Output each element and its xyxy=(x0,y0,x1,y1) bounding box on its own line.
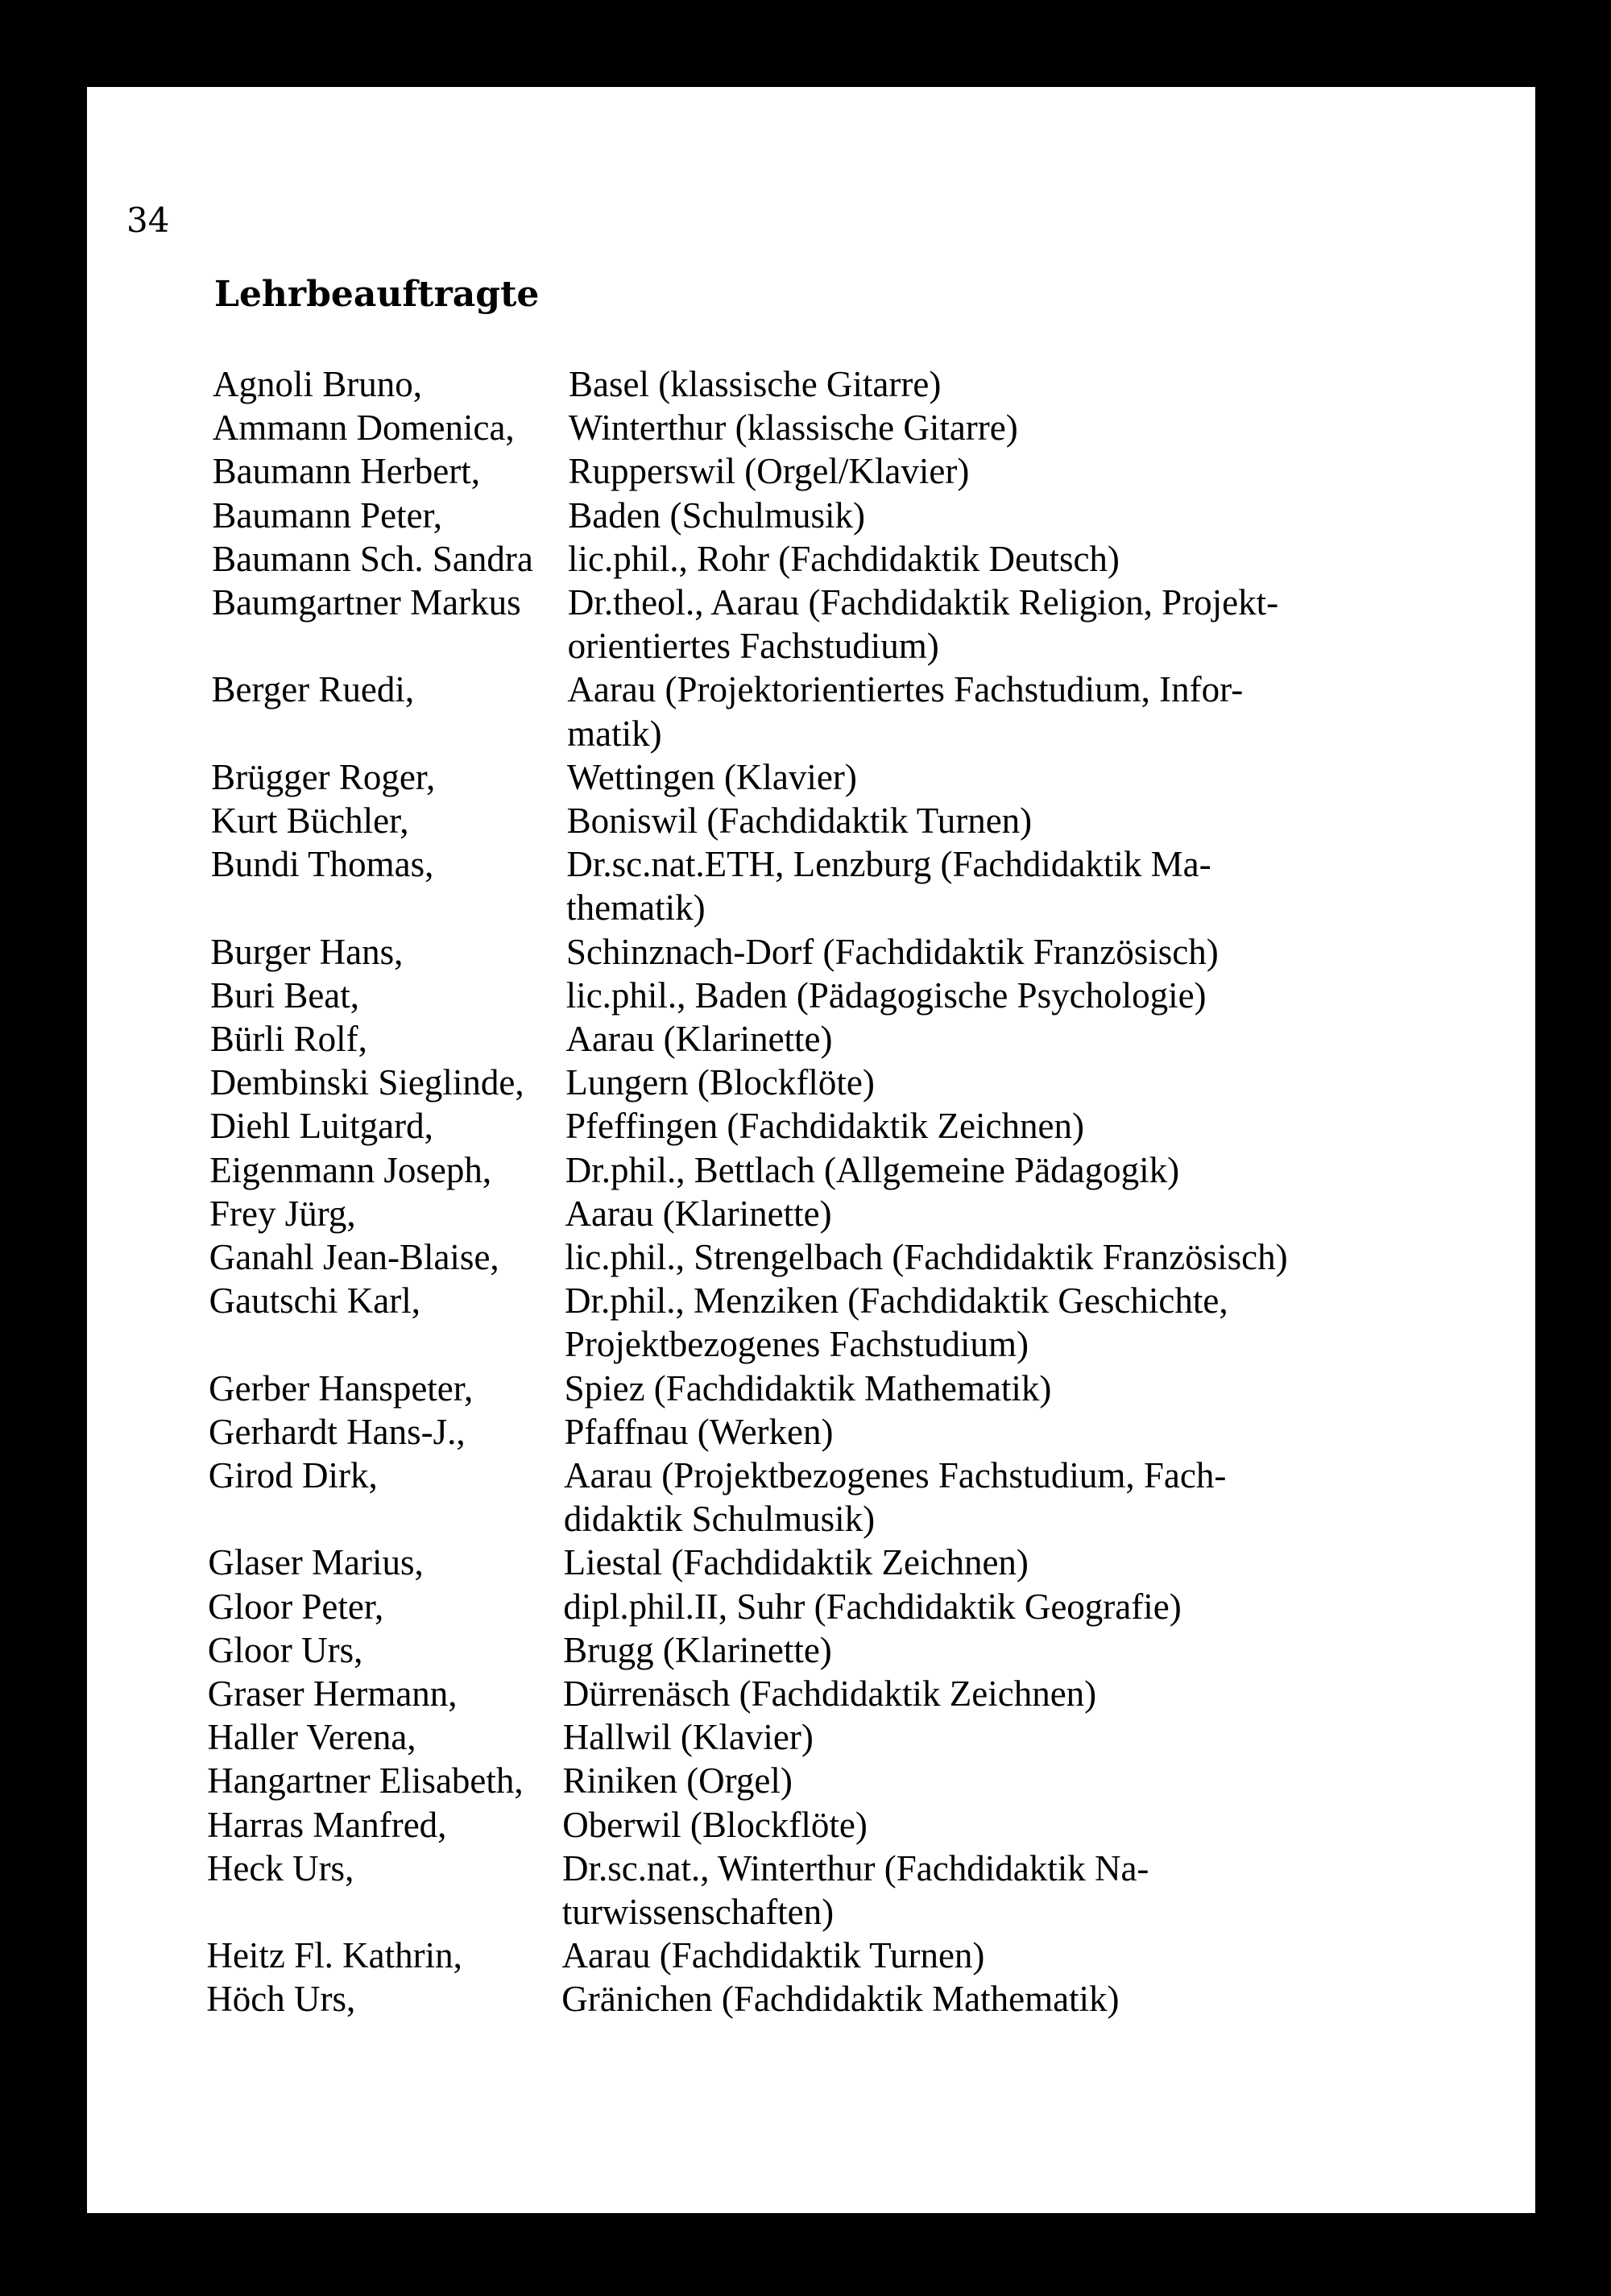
lecturer-name: Girod Dirk, xyxy=(208,1455,378,1496)
lecturer-name: Gautschi Karl, xyxy=(209,1280,421,1322)
lecturer-details: Liestal (Fachdidaktik Zeichnen) xyxy=(563,1542,1029,1583)
lecturer-details-continued: turwissenschaften) xyxy=(561,1892,834,1932)
lecturer-details: Wettingen (Klavier) xyxy=(566,756,857,797)
lecturer-name: Haller Verena, xyxy=(207,1717,416,1758)
page-title: Lehrbeauftragte xyxy=(214,274,540,315)
lecturer-name: Heitz Fl. Kathrin, xyxy=(206,1935,462,1976)
lecturer-details: Pfeffingen (Fachdidaktik Zeichnen) xyxy=(565,1106,1084,1147)
lecturer-name: Berger Ruedi, xyxy=(211,669,415,710)
lecturer-name: Bürli Rolf, xyxy=(209,1019,367,1059)
lecturer-name: Dembinski Sieglinde, xyxy=(209,1062,524,1103)
lecturer-details: Aarau (Projektbezogenes Fachstudium, Fach- xyxy=(564,1455,1227,1496)
lecturer-name: Ammann Domenica, xyxy=(212,407,515,449)
lecturer-name: Buri Beat, xyxy=(210,974,360,1016)
lecturer-details: dipl.phil.II, Suhr (Fachdidaktik Geografie) xyxy=(563,1586,1182,1627)
lecturer-details: Pfaffnau (Werken) xyxy=(564,1411,834,1452)
lecturer-details-continued: Projektbezogenes Fachstudium) xyxy=(564,1324,1029,1365)
lecturer-details: Dr.sc.nat.ETH, Lenzburg (Fachdidaktik Ma- xyxy=(566,844,1211,885)
lecturer-details: Dr.phil., Menziken (Fachdidaktik Geschichte, xyxy=(565,1280,1228,1322)
lecturer-details: Aarau (Fachdidaktik Turnen) xyxy=(561,1935,985,1976)
lecturer-name: Heck Urs, xyxy=(206,1847,354,1889)
lecturer-details: Brugg (Klarinette) xyxy=(563,1629,832,1670)
lecturer-details-continued: orientiertes Fachstudium) xyxy=(567,626,939,667)
lecturer-details: Spiez (Fachdidaktik Mathematik) xyxy=(564,1367,1052,1409)
lecturer-name: Graser Hermann, xyxy=(207,1673,458,1714)
lecturer-details: Gränichen (Fachdidaktik Mathematik) xyxy=(561,1979,1120,2020)
lecturer-name: Bundi Thomas, xyxy=(210,844,434,885)
lecturer-name: Harras Manfred, xyxy=(207,1804,447,1845)
lecturer-details: Basel (klassische Gitarre) xyxy=(569,364,942,404)
lecturer-details: Baden (Schulmusik) xyxy=(568,494,865,536)
lecturer-details: Dürrenäsch (Fachdidaktik Zeichnen) xyxy=(562,1673,1097,1714)
lecturer-name: Burger Hans, xyxy=(210,931,404,972)
lecturer-name: Gloor Peter, xyxy=(208,1586,384,1627)
lecturer-details: Winterthur (klassische Gitarre) xyxy=(568,407,1018,449)
lecturer-name: Gerhardt Hans-J., xyxy=(208,1411,466,1452)
lecturer-details-continued: thematik) xyxy=(566,887,706,929)
lecturer-name: Brügger Roger, xyxy=(211,756,436,797)
lecturer-details-continued: didaktik Schulmusik) xyxy=(563,1499,876,1540)
lecturer-name: Diehl Luitgard, xyxy=(209,1106,433,1147)
lecturer-details: Dr.sc.nat., Winterthur (Fachdidaktik Na- xyxy=(561,1847,1149,1889)
lecturer-details: Aarau (Klarinette) xyxy=(565,1193,832,1234)
lecturer-details: Riniken (Orgel) xyxy=(562,1760,793,1802)
lecturer-name: Frey Jürg, xyxy=(209,1193,356,1234)
lecturer-details: lic.phil., Baden (Pädagogische Psychologie) xyxy=(565,974,1207,1016)
lecturer-details: Lungern (Blockflöte) xyxy=(565,1062,875,1103)
lecturer-name: Gloor Urs, xyxy=(207,1629,363,1670)
lecturer-name: Eigenmann Joseph, xyxy=(209,1149,492,1190)
lecturer-name: Höch Urs, xyxy=(206,1979,356,2020)
lecturer-details: Aarau (Projektorientiertes Fachstudium, Infor- xyxy=(567,669,1244,710)
lecturer-details: Dr.phil., Bettlach (Allgemeine Pädagogik) xyxy=(565,1149,1180,1190)
lecturer-name: Baumann Sch. Sandra xyxy=(212,538,533,579)
lecturer-name: Ganahl Jean-Blaise, xyxy=(209,1237,499,1277)
lecturer-details: lic.phil., Rohr (Fachdidaktik Deutsch) xyxy=(568,538,1120,579)
lecturer-details: Hallwil (Klavier) xyxy=(562,1717,814,1758)
lecturer-details: Boniswil (Fachdidaktik Turnen) xyxy=(566,800,1033,841)
lecturer-details-continued: matik) xyxy=(567,713,662,754)
lecturer-name: Agnoli Bruno, xyxy=(213,364,423,404)
lecturer-name: Baumann Peter, xyxy=(212,494,442,536)
lecturer-name: Baumann Herbert, xyxy=(212,451,480,492)
lecturer-details: Schinznach-Dorf (Fachdidaktik Französisch) xyxy=(565,931,1219,972)
lecturer-details: Rupperswil (Orgel/Klavier) xyxy=(568,451,970,492)
lecturer-details: Oberwil (Blockflöte) xyxy=(562,1804,868,1845)
page-number: 34 xyxy=(126,201,170,240)
lecturer-name: Baumgartner Markus xyxy=(211,582,521,623)
lecturer-name: Gerber Hanspeter, xyxy=(209,1367,474,1409)
lecturer-details: lic.phil., Strengelbach (Fachdidaktik Französisch) xyxy=(565,1237,1288,1277)
lecturer-details: Aarau (Klarinette) xyxy=(565,1019,833,1059)
lecturer-details: Dr.theol., Aarau (Fachdidaktik Religion, Projekt- xyxy=(567,582,1279,623)
lecturer-name: Kurt Büchler, xyxy=(210,800,409,841)
lecturer-name: Glaser Marius, xyxy=(208,1542,424,1583)
lecturer-name: Hangartner Elisabeth, xyxy=(207,1760,524,1802)
